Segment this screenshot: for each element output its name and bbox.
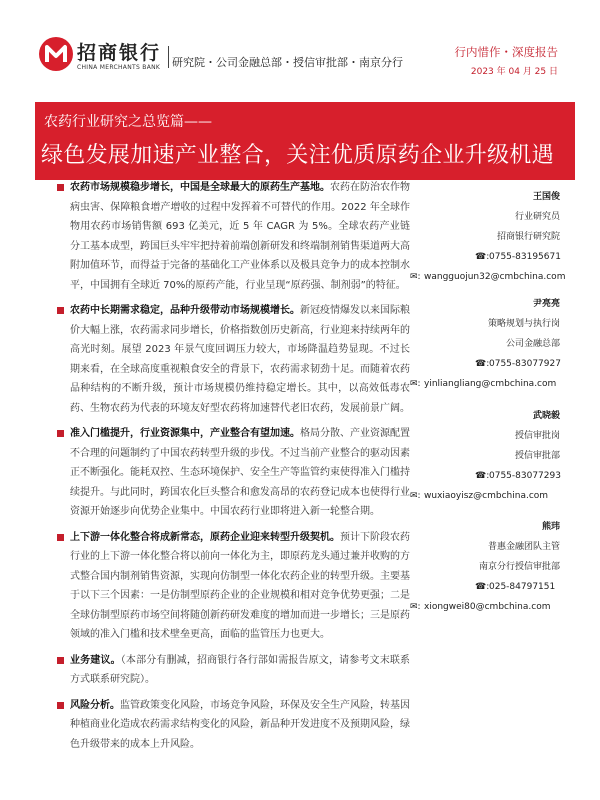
analyst-card: [410, 187, 566, 287]
header-divider: [168, 46, 169, 68]
report-title: 绿色发展加速产业整合，关注优质原药企业升级机遇: [41, 143, 554, 168]
analyst-email[interactable]: yinliangliang@cmbchina.com: [424, 379, 557, 389]
analyst-phone: 025-84797151: [489, 582, 556, 592]
bullet-icon: [57, 184, 64, 191]
phone-icon: ☎:: [475, 582, 490, 592]
report-subtitle: 农药行业研究之总览篇——: [44, 114, 212, 130]
analyst-email-row: [410, 486, 560, 506]
paragraph-text: 农药在防治农作物病虫害、保障粮食增产增收的过程中发挥着不可替代的作用。2022 年全球作物用农药市场销售额 693 亿美元，近 5 年 CAGR 为 5%。全球农药产业链分工基本成型，跨国巨头牢牢把持着前端创新研发和终端制剂销售渠道两大高附加值环节，而得益于完备的基础化工产业体系以及极具竞争力的成本控制水平，中国拥有全球近 70%的原药产能，行业呈现“原药强、制剂弱”的特征。: [70, 182, 410, 291]
paragraph-lead: 农药中长期需求稳定，品种升级带动市场规模增长。: [70, 305, 300, 316]
paragraph-text: 新冠疫情爆发以来国际粮价大幅上涨，农药需求同步增长，价格指数创历史新高，行业迎来持续两年的高光时刻。展望 2023 年景气度回调压力较大，市场降温趋势显现。不过长期来看，在全球高度重视粮食安全的背景下，农药需求韧劲十足。而随着农药品种结构的不断升级，预计市场规模仍维持稳定增长。其中，以高效低毒农药、生物农药为代表的环境友好型农药将加速替代老旧农药，发展前景广阔。: [70, 305, 410, 414]
analyst-email[interactable]: wuxiaoyisz@cmbchina.com: [424, 491, 549, 501]
paragraph-text: 监管政策变化风险，市场竞争风险，环保及安全生产风险，转基因种植商业化造成农药需求结构变化的风险，新品种开发进度不及预期风险，绿色升级带来的成本上升风险。: [70, 699, 410, 750]
email-icon: ✉:: [410, 272, 421, 282]
summary-paragraph: [70, 178, 410, 295]
bullet-icon: [57, 307, 64, 314]
phone-icon: ☎:: [475, 359, 490, 369]
analyst-phone-row: [425, 247, 560, 267]
phone-icon: ☎:: [475, 252, 490, 262]
analyst-org: 招商银行研究院: [496, 232, 560, 242]
analyst-role: 行业研究员: [514, 212, 560, 222]
title-banner: [35, 102, 575, 180]
analyst-email-row: [410, 597, 560, 617]
email-icon: ✉:: [410, 602, 421, 612]
analyst-role: 普惠金融团队主管: [487, 542, 560, 552]
analyst-email[interactable]: wangguojun32@cmbchina.com: [424, 272, 566, 282]
bullet-icon: [57, 702, 64, 709]
bullet-icon: [57, 657, 64, 664]
analyst-name: 熊玮: [541, 522, 560, 532]
analyst-role: 授信审批岗: [514, 431, 560, 441]
analyst-phone-row: [425, 466, 560, 486]
summary-paragraph: [70, 424, 410, 522]
paragraph-lead: 准入门槛提升，行业资源集中，产业整合有望加速。: [70, 428, 300, 439]
paragraph-text: 格局分散、产业资源配置不合理的问题制约了中国农药转型升级的步伐。不过当前产业整合的驱动因素正不断强化。能耗双控、生态环境保护、安全生产等监管约束使得准入门槛持续提升。与此同时，跨国农化巨头整合和愈发高昂的农药登记成本也使得行业资源开始逐步向优势企业集中。中国农药行业即将进入新一轮整合期。: [70, 428, 410, 517]
paragraph-text: （本部分有删减，招商银行各行部如需报告原文，请参考文末联系方式联系研究院）。: [70, 654, 411, 685]
analyst-phone-row: [425, 354, 560, 374]
logo-text-en: CHINA MERCHANTS BANK: [77, 64, 161, 71]
summary-paragraph: [70, 301, 410, 418]
analyst-name: 王国俊: [532, 192, 560, 202]
analyst-card: [410, 406, 561, 506]
analyst-phone: 0755-83077927: [489, 359, 561, 369]
analyst-card: [410, 517, 560, 617]
summary-paragraph: [70, 696, 410, 755]
analyst-phone: 0755-83195671: [489, 252, 561, 262]
summary-body: [70, 178, 410, 760]
paragraph-lead: 上下游一体化整合将成新常态，原药企业迎来转型升级契机。: [70, 531, 340, 543]
bullet-icon: [57, 534, 64, 541]
email-icon: ✉:: [410, 379, 421, 389]
phone-icon: ☎:: [475, 471, 490, 481]
analyst-role: 策略规划与执行岗: [487, 319, 560, 329]
analyst-email-row: [410, 267, 566, 287]
summary-paragraph: [70, 528, 410, 645]
analyst-org: 公司金融总部: [505, 339, 560, 349]
analyst-name: 尹亮亮: [532, 299, 560, 309]
analyst-phone-row: [425, 577, 560, 597]
paragraph-lead: 风险分析。: [70, 699, 120, 711]
paragraph-lead: 农药市场规模稳步增长，中国是全球最大的原药生产基地。: [70, 182, 330, 193]
analyst-org: 南京分行授信审批部: [478, 562, 560, 572]
paragraph-text: 预计下阶段农药行业的上下游一体化整合将以前向一体化为主，即原药龙头通过兼并收购的方式整合国内制剂销售资源，实现向仿制型一体化农药企业的转型升级。主要基于以下三个因素：一是仿制型原药企业的企业规模和相对竞争优势更强；二是全球仿制型原药市场空间将随创新药研发难度的增加而进一步增长；三是原药领域的准入门槛和技术壁垒更高，面临的监管压力也更大。: [70, 531, 410, 640]
logo-text: 招商银行: [77, 42, 162, 64]
summary-paragraph: [70, 651, 410, 690]
analyst-card: [410, 294, 561, 394]
report-type: 行内惜作・深度报告: [454, 45, 558, 59]
email-icon: ✉:: [410, 491, 421, 501]
analyst-org: 授信审批部: [514, 451, 560, 461]
analyst-email[interactable]: xiongwei80@cmbchina.com: [424, 602, 551, 612]
cmb-logo: [38, 36, 178, 76]
paragraph-lead: 业务建议。: [70, 654, 121, 666]
report-date: 2023 年 04 月 25 日: [470, 67, 558, 77]
analyst-phone: 0755-83077293: [489, 471, 561, 481]
analyst-email-row: [410, 374, 560, 394]
department-line: 研究院・公司金融总部・授信审批部・南京分行: [172, 56, 403, 69]
cmb-logo-icon: [38, 36, 74, 72]
analyst-name: 武晓毅: [532, 411, 560, 421]
bullet-icon: [57, 430, 64, 437]
